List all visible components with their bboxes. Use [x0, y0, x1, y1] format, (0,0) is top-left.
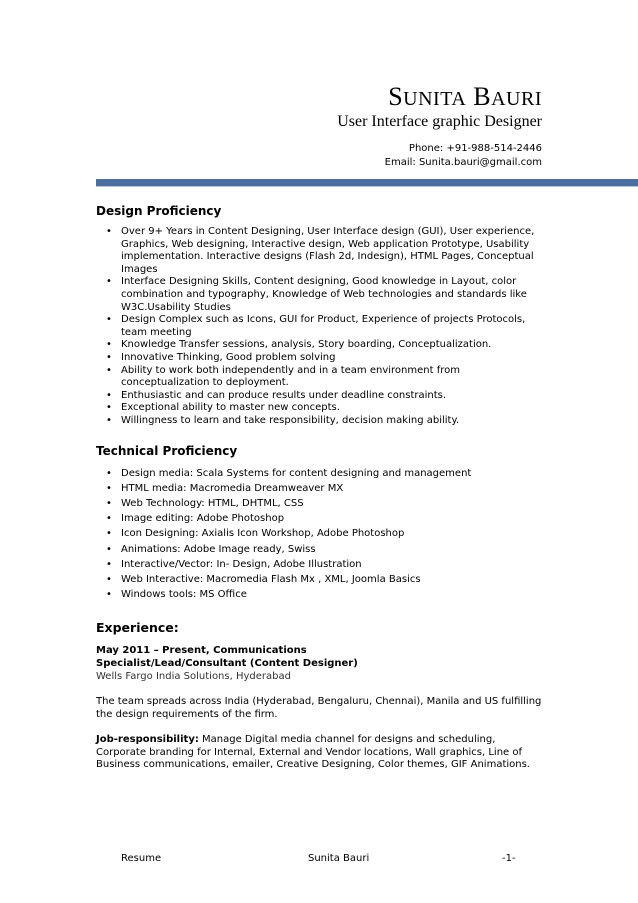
technical-proficiency-heading: Technical Proficiency	[96, 443, 238, 458]
list-item: • Image editing: Adobe Photoshop	[121, 511, 546, 526]
footer-left: Resume	[121, 853, 162, 864]
list-item: • Design media: Scala Systems for content designing and management	[121, 466, 546, 481]
technical-proficiency-list	[96, 466, 546, 603]
job-period: May 2011 – Present, Communications	[96, 645, 307, 657]
name-first-rest: UNITA	[403, 88, 467, 110]
name-last-rest: AURI	[491, 88, 542, 110]
candidate-role: User Interface graphic Designer	[337, 113, 542, 130]
candidate-name	[388, 82, 542, 112]
resume-body	[96, 204, 546, 772]
job-responsibility-label: Job-responsibility:	[96, 734, 199, 746]
list-item: • Windows tools: MS Office	[121, 587, 546, 602]
list-item: • Interface Designing Skills, Content designing, Good knowledge in Layout, color combination and typography, Knowledge of Web technologies and standards like W3C.Usability Studies	[121, 276, 546, 314]
list-item: • Exceptional ability to master new concepts.	[121, 402, 546, 415]
job-title: Specialist/Lead/Consultant (Content Designer)	[96, 657, 358, 669]
list-item: • Enthusiastic and can produce results under deadline constraints.	[121, 390, 546, 403]
design-proficiency-list	[96, 226, 546, 428]
header-divider	[96, 179, 638, 186]
job-responsibility	[96, 734, 546, 772]
list-item: • Innovative Thinking, Good problem solving	[121, 352, 546, 365]
list-item: • Web Interactive: Macromedia Flash Mx , XML, Joomla Basics	[121, 572, 546, 587]
name-first-initial: S	[388, 82, 404, 111]
list-item: • Animations: Adobe Image ready, Swiss	[121, 542, 546, 557]
list-item: • Icon Designing: Axialis Icon Workshop, Adobe Photoshop	[121, 526, 546, 541]
list-item: • Knowledge Transfer sessions, analysis, Story boarding, Conceptualization.	[121, 339, 546, 352]
list-item: • Over 9+ Years in Content Designing, User Interface design (GUI), User experience, Graphics, Web designing, Interactive design, Web application Prototype, Usability implementation. Interactive designs (Flash 2d, Indesign), HTML Pages, Conceptual Images	[121, 226, 546, 276]
list-item: • Willingness to learn and take responsibility, decision making ability.	[121, 415, 546, 428]
job-summary: The team spreads across India (Hyderabad, Bengaluru, Chennai), Manila and US fulfilling the design requirements of the firm.	[96, 696, 542, 720]
email-address: Email: Sunita.bauri@gmail.com	[384, 157, 542, 168]
name-last-initial: B	[473, 82, 492, 111]
job-responsibility-text: Manage Digital media channel for designs and scheduling, Corporate branding for Internal, External and Vendor locations, Wall graphics, Line of Business communications, emailer, Creative Designing, Color themes, GIF Animations.	[96, 734, 530, 771]
list-item: • Web Technology: HTML, DHTML, CSS	[121, 496, 546, 511]
job-company: Wells Fargo India Solutions, Hyderabad	[96, 670, 291, 682]
phone-number: Phone: +91-988-514-2446	[408, 143, 542, 154]
footer-center: Sunita Bauri	[308, 853, 370, 864]
design-proficiency-heading: Design Proficiency	[96, 204, 222, 218]
list-item: • HTML media: Macromedia Dreamweaver MX	[121, 481, 546, 496]
list-item: • Interactive/Vector: In- Design, Adobe Illustration	[121, 557, 546, 572]
footer-page-number: -1-	[502, 853, 516, 864]
experience-heading: Experience:	[96, 620, 179, 636]
list-item: • Design Complex such as Icons, GUI for Product, Experience of projects Protocols, team meeting	[121, 314, 546, 339]
list-item: • Ability to work both independently and in a team environment from conceptualization to deployment.	[121, 365, 546, 390]
